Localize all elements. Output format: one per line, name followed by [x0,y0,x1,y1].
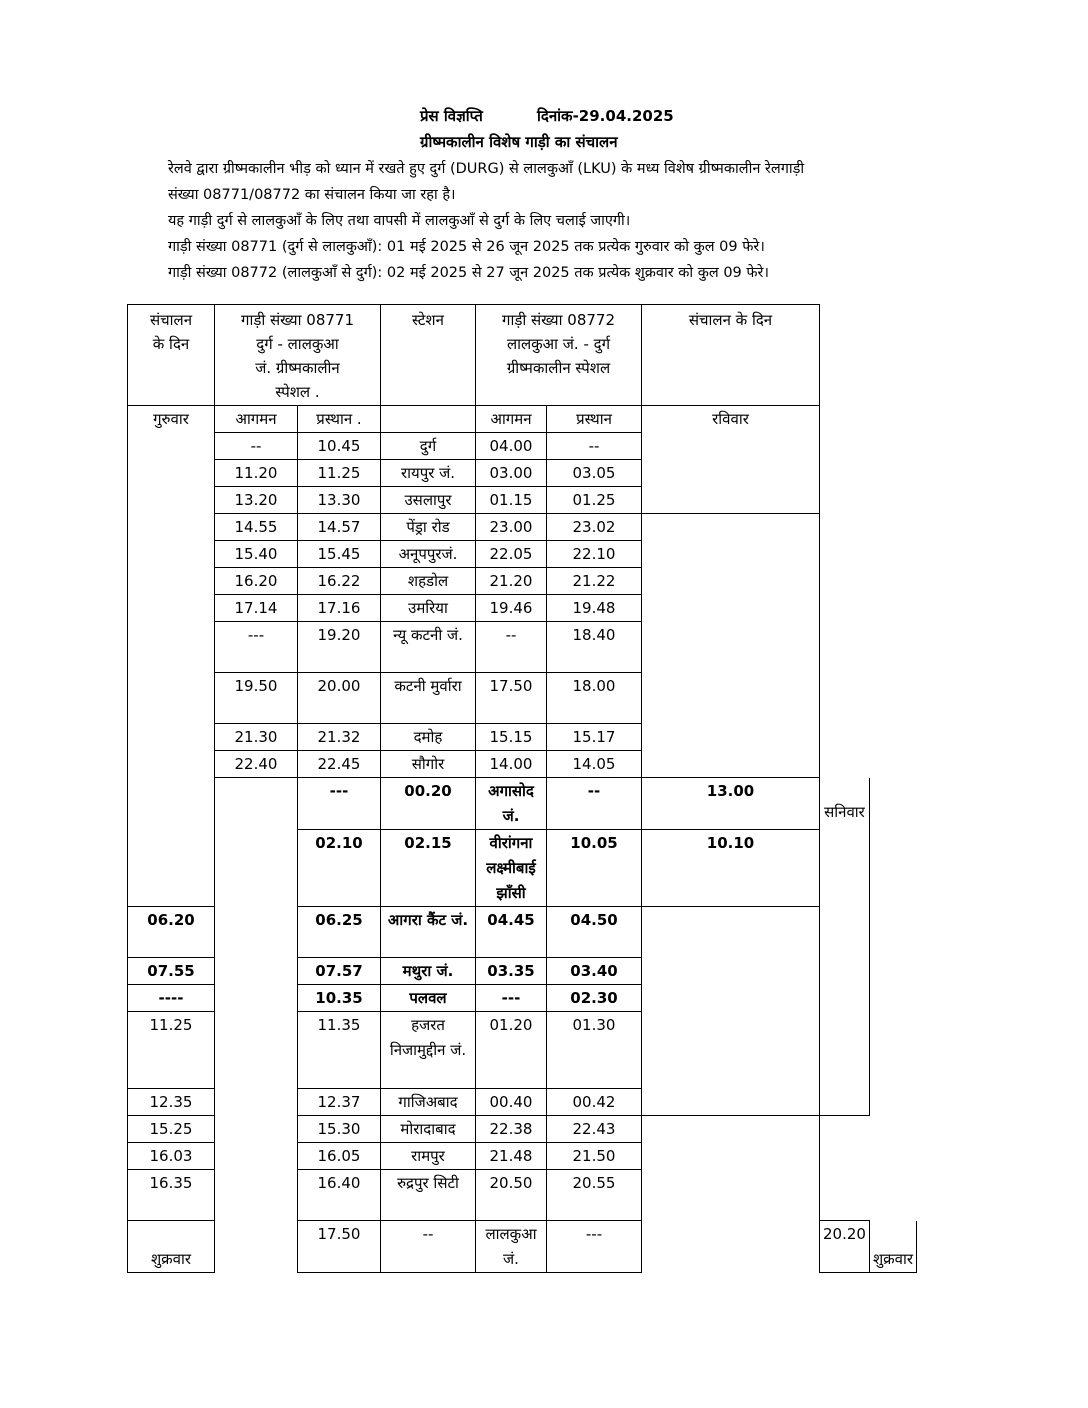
station-name: रायपुर जं. [381,460,476,487]
station-name: उसलापुर [381,487,476,514]
station-name: गाजिअबाद [381,1089,476,1116]
day-thursday: गुरुवार [128,406,215,433]
arr-08771: 17.50 [298,1221,381,1273]
dep-08772: -- [547,433,642,460]
arr-08772: 01.15 [476,487,547,514]
dep-08772: 19.48 [547,595,642,622]
dep-08772: 01.25 [547,487,642,514]
station-name: वीरांगना लक्ष्मीबाई झाँसी [476,830,547,907]
dep-08772: 15.17 [547,724,642,751]
dep-08772: 23.02 [547,514,642,541]
intro-line-2: संख्या 08771/08772 का संचालन किया जा रहा है। [168,187,456,203]
header-days-left-line2: के दिन [152,335,190,353]
dep-08771: 02.15 [381,830,476,907]
station-name: आगरा कैंट जं. [381,907,476,958]
dep-08771: -- [381,1221,476,1273]
station-name: उमरिया [381,595,476,622]
station-name: हजरत निजामुद्दीन जं. [381,1012,476,1089]
station-name: दमोह [381,724,476,751]
arr-08772: 19.46 [476,595,547,622]
dep-08771: 15.30 [298,1116,381,1143]
arr-08771: 19.50 [215,673,298,724]
intro-line-3: यह गाड़ी दुर्ग से लालकुआँ के लिए तथा वापसी में लालकुआँ से दुर्ग के लिए चलाई जाएगी। [168,213,631,229]
header-days-left [128,305,215,406]
station-name: रुद्रपुर सिटी [381,1170,476,1221]
header-train2-line2: लालकुआ जं. - दुर्ग [506,335,611,353]
header-train-08772 [476,305,642,406]
day-friday-right: शुक्रवार [869,1221,916,1273]
arr-08772: 23.00 [476,514,547,541]
arr-08772: 20.50 [476,1170,547,1221]
arr-08771: 13.20 [215,487,298,514]
station-name: पेंड्रा रोड [381,514,476,541]
dep-08771: 20.00 [298,673,381,724]
header-train1-line1: गाड़ी संख्या 08771 [241,311,354,329]
dep-08771: 11.35 [298,1012,381,1089]
subheader-arrival-1: आगमन [215,406,298,433]
header-train1-line4: स्पेशल . [275,383,320,401]
station-name: सौगोर [381,751,476,778]
subheader-arrival-2: आगमन [476,406,547,433]
right-day-block-1 [642,514,820,778]
press-release-date: दिनांक-29.04.2025 [537,107,674,125]
dep-08771: 11.25 [298,460,381,487]
station-name: मोरादाबाद [381,1116,476,1143]
dep-08772: 22.43 [547,1116,642,1143]
dep-08772: 02.30 [547,985,642,1012]
arr-08771: 14.55 [215,514,298,541]
dep-08771: 00.20 [381,778,476,830]
day-friday-left: शुक्रवार [128,1221,215,1273]
dep-08772: 01.30 [547,1012,642,1089]
station-name: अनूपपुरजं. [381,541,476,568]
arr-08772: 22.38 [476,1116,547,1143]
arr-08772: --- [476,985,547,1012]
arr-08772: 04.45 [476,907,547,958]
page-title: ग्रीष्मकालीन विशेष गाड़ी का संचालन [420,133,618,151]
arr-08772: 15.15 [476,724,547,751]
arr-08771: 15.40 [215,541,298,568]
arr-08772: 10.05 [547,830,642,907]
dep-08772: 04.50 [547,907,642,958]
intro-line-5: गाड़ी संख्या 08772 (लालकुआँ से दुर्ग): 02 मई 2025 से 27 जून 2025 तक प्रत्येक शुक्रवार को कुल 09 फेरे। [168,265,769,281]
subheader-departure-1: प्रस्थान . [298,406,381,433]
dep-08772: 13.00 [642,778,820,830]
dep-08771: 14.57 [298,514,381,541]
table-row [128,778,917,830]
arr-08771: 11.20 [215,460,298,487]
dep-08772: 20.20 [820,1221,870,1273]
arr-08772: 03.00 [476,460,547,487]
dep-08771: 17.16 [298,595,381,622]
dep-08771: 16.05 [298,1143,381,1170]
dep-08771: 19.20 [298,622,381,673]
dep-08771: 16.22 [298,568,381,595]
dep-08772: 20.55 [547,1170,642,1221]
arr-08772: 00.40 [476,1089,547,1116]
header-train1-line3: जं. ग्रीष्मकालीन [255,359,340,377]
dep-08772: 22.10 [547,541,642,568]
dep-08772: 21.50 [547,1143,642,1170]
arr-08771: 06.20 [128,907,215,958]
header-train-08771 [215,305,381,406]
header-train1-line2: दुर्ग - लालकुआ [256,335,339,353]
arr-08772: 03.35 [476,958,547,985]
arr-08771: 07.55 [128,958,215,985]
dep-08771: 10.35 [298,985,381,1012]
station-name: दुर्ग [381,433,476,460]
dep-08772: 14.05 [547,751,642,778]
arr-08772: 01.20 [476,1012,547,1089]
day-saturday: सनिवार [820,778,870,1116]
header-station [381,305,476,406]
station-name: रामपुर [381,1143,476,1170]
arr-08772: -- [476,622,547,673]
timetable [127,304,917,1273]
station-name: लालकुआ जं. [476,1221,547,1273]
arr-08772: -- [547,778,642,830]
dep-08772: 21.22 [547,568,642,595]
header-train2-line1: गाड़ी संख्या 08772 [502,311,615,329]
arr-08772: 22.05 [476,541,547,568]
station-name: अगासोद जं. [476,778,547,830]
dep-08771: 07.57 [298,958,381,985]
arr-08771: 16.35 [128,1170,215,1221]
station-name: न्यू कटनी जं. [381,622,476,673]
subheader-station-empty [381,406,476,433]
arr-08771: ---- [128,985,215,1012]
dep-08771: 06.25 [298,907,381,958]
arr-08771: -- [215,433,298,460]
table-subheader-row [128,406,917,433]
intro-line-4: गाड़ी संख्या 08771 (दुर्ग से लालकुआँ): 01 मई 2025 से 26 जून 2025 तक प्रत्येक गुरुवार को कुल 09 फेरे। [168,239,765,255]
day-sunday: रविवार [642,406,820,514]
header-days-left-line1: संचालन [149,311,193,329]
dep-08771: 12.37 [298,1089,381,1116]
dep-08772: 18.00 [547,673,642,724]
dep-08771: 10.45 [298,433,381,460]
right-day-block-2 [642,1116,820,1273]
left-day-block-1 [128,433,215,907]
header-days-right-label: संचालन के दिन [688,311,773,329]
dep-08771: 16.40 [298,1170,381,1221]
station-name: शहडोल [381,568,476,595]
arr-08771: --- [215,622,298,673]
dep-08772: 03.05 [547,460,642,487]
dep-08772: 10.10 [642,830,820,907]
dep-08771: 22.45 [298,751,381,778]
arr-08771: 21.30 [215,724,298,751]
left-day-block-2 [215,778,298,1273]
intro-line-1: रेलवे द्वारा ग्रीष्मकालीन भीड़ को ध्यान में रखते हुए दुर्ग (DURG) से लालकुआँ (LKU) के मध्य विशेष ग्रीष्मकालीन रेलगाड़ी [168,161,805,177]
dep-08772: 03.40 [547,958,642,985]
arr-08772: 04.00 [476,433,547,460]
table-header-row [128,305,917,406]
arr-08772: 21.20 [476,568,547,595]
arr-08771: 22.40 [215,751,298,778]
subheader-departure-2: प्रस्थान [547,406,642,433]
header-train2-line3: ग्रीष्मकालीन स्पेशल [506,359,611,377]
header-days-right [642,305,820,406]
arr-08771: 16.20 [215,568,298,595]
arr-08772: 17.50 [476,673,547,724]
press-release-label: प्रेस विज्ञप्ति [420,107,483,125]
dep-08771: 13.30 [298,487,381,514]
station-name: मथुरा जं. [381,958,476,985]
arr-08771: 17.14 [215,595,298,622]
station-name: कटनी मुर्वारा [381,673,476,724]
arr-08771: 11.25 [128,1012,215,1089]
dep-08772: 00.42 [547,1089,642,1116]
header-station-label: स्टेशन [412,311,444,329]
arr-08771: 12.35 [128,1089,215,1116]
station-name: पलवल [381,985,476,1012]
table-row [128,514,917,541]
arr-08772: 21.48 [476,1143,547,1170]
arr-08772: 14.00 [476,751,547,778]
arr-08771: 16.03 [128,1143,215,1170]
arr-08771: 02.10 [298,830,381,907]
dep-08771: 15.45 [298,541,381,568]
dep-08771: 21.32 [298,724,381,751]
arr-08771: --- [298,778,381,830]
arr-08772: --- [547,1221,642,1273]
dep-08772: 18.40 [547,622,642,673]
arr-08771: 15.25 [128,1116,215,1143]
